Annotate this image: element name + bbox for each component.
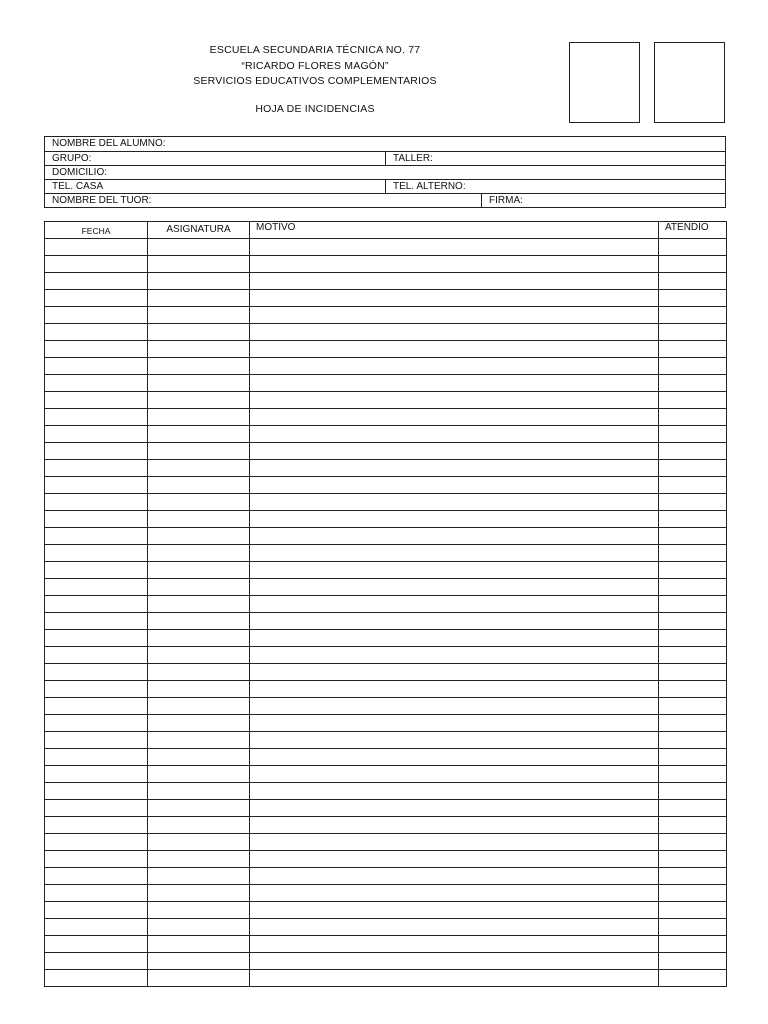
document-header [140, 43, 490, 117]
subject-cell[interactable] [148, 392, 250, 409]
subject-cell[interactable] [148, 290, 250, 307]
reason-cell[interactable] [250, 392, 659, 409]
date-cell[interactable] [45, 426, 148, 443]
attended-cell[interactable] [659, 392, 727, 409]
date-cell[interactable] [45, 613, 148, 630]
reason-cell[interactable] [250, 341, 659, 358]
table-row [45, 749, 727, 766]
subject-cell[interactable] [148, 596, 250, 613]
table-row [45, 919, 727, 936]
home-phone-field[interactable]: TEL. CASA [52, 181, 104, 192]
reason-cell[interactable] [250, 256, 659, 273]
attended-cell[interactable] [659, 443, 727, 460]
subject-cell[interactable] [148, 664, 250, 681]
reason-cell[interactable] [250, 681, 659, 698]
subject-cell[interactable] [148, 477, 250, 494]
table-row [45, 834, 727, 851]
date-cell[interactable] [45, 970, 148, 987]
date-cell[interactable] [45, 766, 148, 783]
reason-cell[interactable] [250, 664, 659, 681]
subject-cell[interactable] [148, 630, 250, 647]
table-row [45, 426, 727, 443]
reason-cell[interactable] [250, 647, 659, 664]
info-row [45, 179, 725, 193]
subject-cell[interactable] [148, 239, 250, 256]
date-cell[interactable] [45, 341, 148, 358]
attended-cell[interactable] [659, 256, 727, 273]
date-cell[interactable] [45, 715, 148, 732]
reason-cell[interactable] [250, 324, 659, 341]
info-row [45, 165, 725, 179]
table-row [45, 953, 727, 970]
subject-cell[interactable] [148, 545, 250, 562]
subject-cell[interactable] [148, 528, 250, 545]
table-row [45, 562, 727, 579]
attended-cell[interactable] [659, 766, 727, 783]
attended-cell[interactable] [659, 970, 727, 987]
table-row [45, 766, 727, 783]
table-row [45, 256, 727, 273]
info-row [45, 137, 725, 151]
date-cell[interactable] [45, 596, 148, 613]
reason-cell[interactable] [250, 409, 659, 426]
date-cell[interactable] [45, 562, 148, 579]
table-row [45, 443, 727, 460]
reason-cell[interactable] [250, 919, 659, 936]
attended-cell[interactable] [659, 851, 727, 868]
attended-cell[interactable] [659, 273, 727, 290]
subject-cell[interactable] [148, 375, 250, 392]
date-cell[interactable] [45, 358, 148, 375]
date-cell[interactable] [45, 256, 148, 273]
date-cell[interactable] [45, 783, 148, 800]
reason-cell[interactable] [250, 307, 659, 324]
table-row [45, 970, 727, 987]
reason-cell[interactable] [250, 477, 659, 494]
attended-cell[interactable] [659, 664, 727, 681]
attended-cell[interactable] [659, 409, 727, 426]
date-cell[interactable] [45, 681, 148, 698]
subject-cell[interactable] [148, 919, 250, 936]
subject-cell[interactable] [148, 426, 250, 443]
date-cell[interactable] [45, 732, 148, 749]
subject-cell[interactable] [148, 936, 250, 953]
date-cell[interactable] [45, 494, 148, 511]
date-cell[interactable] [45, 324, 148, 341]
reason-cell[interactable] [250, 970, 659, 987]
subject-cell[interactable] [148, 817, 250, 834]
attended-cell[interactable] [659, 902, 727, 919]
reason-cell[interactable] [250, 715, 659, 732]
reason-cell[interactable] [250, 783, 659, 800]
workshop-field[interactable]: TALLER: [385, 152, 725, 165]
table-row [45, 511, 727, 528]
date-cell[interactable] [45, 851, 148, 868]
subject-cell[interactable] [148, 341, 250, 358]
attended-cell[interactable] [659, 358, 727, 375]
attended-cell[interactable] [659, 936, 727, 953]
table-row [45, 341, 727, 358]
reason-cell[interactable] [250, 562, 659, 579]
subject-cell[interactable] [148, 579, 250, 596]
reason-cell[interactable] [250, 749, 659, 766]
attended-cell[interactable] [659, 545, 727, 562]
table-row [45, 358, 727, 375]
attended-cell[interactable] [659, 885, 727, 902]
table-row [45, 817, 727, 834]
student-name-field[interactable]: NOMBRE DEL ALUMNO: [52, 138, 166, 149]
attended-cell[interactable] [659, 817, 727, 834]
table-row [45, 647, 727, 664]
table-row [45, 545, 727, 562]
attended-cell[interactable] [659, 647, 727, 664]
reason-cell[interactable] [250, 698, 659, 715]
date-cell[interactable] [45, 800, 148, 817]
reason-cell[interactable] [250, 579, 659, 596]
reason-cell[interactable] [250, 851, 659, 868]
attended-cell[interactable] [659, 562, 727, 579]
subject-cell[interactable] [148, 715, 250, 732]
date-cell[interactable] [45, 868, 148, 885]
attended-cell[interactable] [659, 511, 727, 528]
subject-cell[interactable] [148, 647, 250, 664]
reason-cell[interactable] [250, 817, 659, 834]
table-row [45, 273, 727, 290]
subject-cell[interactable] [148, 885, 250, 902]
date-cell[interactable] [45, 511, 148, 528]
subject-cell[interactable] [148, 443, 250, 460]
date-cell[interactable] [45, 307, 148, 324]
table-row [45, 409, 727, 426]
address-field[interactable]: DOMICILIO: [52, 167, 108, 178]
table-row [45, 715, 727, 732]
attended-cell[interactable] [659, 732, 727, 749]
attended-cell[interactable] [659, 460, 727, 477]
document-title: HOJA DE INCIDENCIAS [255, 102, 375, 115]
department-name: SERVICIOS EDUCATIVOS COMPLEMENTARIOS [193, 75, 437, 87]
reason-cell[interactable] [250, 460, 659, 477]
date-cell[interactable] [45, 817, 148, 834]
reason-cell[interactable] [250, 511, 659, 528]
subject-cell[interactable] [148, 783, 250, 800]
table-row [45, 392, 727, 409]
reason-cell[interactable] [250, 800, 659, 817]
school-title: ESCUELA SECUNDARIA TÉCNICA NO. 77 [209, 44, 421, 56]
table-row [45, 528, 727, 545]
subject-cell[interactable] [148, 324, 250, 341]
date-cell[interactable] [45, 579, 148, 596]
date-cell[interactable] [45, 409, 148, 426]
reason-cell[interactable] [250, 834, 659, 851]
date-cell[interactable] [45, 749, 148, 766]
date-cell[interactable] [45, 443, 148, 460]
subject-cell[interactable] [148, 732, 250, 749]
table-row [45, 664, 727, 681]
tutor-name-field[interactable]: NOMBRE DEL TUOR: [52, 195, 152, 206]
table-row [45, 851, 727, 868]
date-cell[interactable] [45, 545, 148, 562]
reason-cell[interactable] [250, 953, 659, 970]
date-cell[interactable] [45, 392, 148, 409]
table-row [45, 936, 727, 953]
date-cell[interactable] [45, 375, 148, 392]
reason-cell[interactable] [250, 902, 659, 919]
date-cell[interactable] [45, 460, 148, 477]
table-row [45, 800, 727, 817]
table-row [45, 613, 727, 630]
school-name: “RICARDO FLORES MAGÓN” [241, 59, 389, 72]
table-row [45, 732, 727, 749]
table-row [45, 477, 727, 494]
reason-cell[interactable] [250, 273, 659, 290]
date-cell[interactable] [45, 902, 148, 919]
date-cell[interactable] [45, 477, 148, 494]
date-cell[interactable] [45, 290, 148, 307]
attended-cell[interactable] [659, 834, 727, 851]
column-header-attended: ATENDIÓ [659, 222, 727, 239]
table-row [45, 324, 727, 341]
attended-cell[interactable] [659, 783, 727, 800]
photo-box [569, 42, 640, 123]
date-cell[interactable] [45, 936, 148, 953]
subject-cell[interactable] [148, 766, 250, 783]
subject-cell[interactable] [148, 834, 250, 851]
table-row [45, 375, 727, 392]
reason-cell[interactable] [250, 596, 659, 613]
table-row [45, 239, 727, 256]
table-row [45, 290, 727, 307]
subject-cell[interactable] [148, 970, 250, 987]
reason-cell[interactable] [250, 528, 659, 545]
attended-cell[interactable] [659, 868, 727, 885]
subject-cell[interactable] [148, 613, 250, 630]
info-row [45, 151, 725, 165]
reason-cell[interactable] [250, 494, 659, 511]
reason-cell[interactable] [250, 545, 659, 562]
date-cell[interactable] [45, 664, 148, 681]
attended-cell[interactable] [659, 375, 727, 392]
subject-cell[interactable] [148, 851, 250, 868]
reason-cell[interactable] [250, 868, 659, 885]
date-cell[interactable] [45, 273, 148, 290]
photo-box [654, 42, 725, 123]
info-row [45, 193, 725, 207]
attended-cell[interactable] [659, 239, 727, 256]
subject-cell[interactable] [148, 460, 250, 477]
reason-cell[interactable] [250, 290, 659, 307]
attended-cell[interactable] [659, 749, 727, 766]
attended-cell[interactable] [659, 528, 727, 545]
date-cell[interactable] [45, 919, 148, 936]
date-cell[interactable] [45, 834, 148, 851]
attended-cell[interactable] [659, 290, 727, 307]
alt-phone-field[interactable]: TEL. ALTERNO: [385, 180, 725, 193]
table-row [45, 698, 727, 715]
table-row [45, 885, 727, 902]
reason-cell[interactable] [250, 426, 659, 443]
attended-cell[interactable] [659, 477, 727, 494]
date-cell[interactable] [45, 647, 148, 664]
reason-cell[interactable] [250, 358, 659, 375]
reason-cell[interactable] [250, 885, 659, 902]
reason-cell[interactable] [250, 375, 659, 392]
attended-cell[interactable] [659, 579, 727, 596]
table-row [45, 460, 727, 477]
table-row [45, 494, 727, 511]
subject-cell[interactable] [148, 494, 250, 511]
signature-field[interactable]: FIRMA: [481, 194, 725, 207]
attended-cell[interactable] [659, 698, 727, 715]
reason-cell[interactable] [250, 239, 659, 256]
reason-cell[interactable] [250, 732, 659, 749]
table-row [45, 868, 727, 885]
column-header-date: FECHA [45, 222, 148, 239]
reason-cell[interactable] [250, 936, 659, 953]
attended-cell[interactable] [659, 324, 727, 341]
subject-cell[interactable] [148, 511, 250, 528]
subject-cell[interactable] [148, 902, 250, 919]
column-header-subject: ASIGNATURA [148, 222, 250, 239]
subject-cell[interactable] [148, 749, 250, 766]
attended-cell[interactable] [659, 630, 727, 647]
attended-cell[interactable] [659, 681, 727, 698]
table-row [45, 783, 727, 800]
table-row [45, 579, 727, 596]
subject-cell[interactable] [148, 409, 250, 426]
table-header-row [45, 222, 727, 239]
subject-cell[interactable] [148, 307, 250, 324]
attended-cell[interactable] [659, 426, 727, 443]
subject-cell[interactable] [148, 868, 250, 885]
subject-cell[interactable] [148, 358, 250, 375]
subject-cell[interactable] [148, 681, 250, 698]
date-cell[interactable] [45, 953, 148, 970]
table-row [45, 596, 727, 613]
attended-cell[interactable] [659, 919, 727, 936]
subject-cell[interactable] [148, 800, 250, 817]
attended-cell[interactable] [659, 341, 727, 358]
attended-cell[interactable] [659, 613, 727, 630]
date-cell[interactable] [45, 698, 148, 715]
reason-cell[interactable] [250, 630, 659, 647]
group-field[interactable]: GRUPO: [52, 153, 92, 164]
subject-cell[interactable] [148, 562, 250, 579]
subject-cell[interactable] [148, 256, 250, 273]
date-cell[interactable] [45, 885, 148, 902]
subject-cell[interactable] [148, 953, 250, 970]
reason-cell[interactable] [250, 613, 659, 630]
attended-cell[interactable] [659, 494, 727, 511]
attended-cell[interactable] [659, 953, 727, 970]
column-header-reason: MOTIVO [250, 222, 659, 239]
attended-cell[interactable] [659, 800, 727, 817]
incident-table [44, 221, 727, 987]
date-cell[interactable] [45, 528, 148, 545]
attended-cell[interactable] [659, 715, 727, 732]
table-row [45, 307, 727, 324]
attended-cell[interactable] [659, 596, 727, 613]
subject-cell[interactable] [148, 698, 250, 715]
table-row [45, 681, 727, 698]
table-row [45, 630, 727, 647]
table-row [45, 902, 727, 919]
reason-cell[interactable] [250, 766, 659, 783]
date-cell[interactable] [45, 239, 148, 256]
reason-cell[interactable] [250, 443, 659, 460]
date-cell[interactable] [45, 630, 148, 647]
table-body [45, 239, 727, 987]
subject-cell[interactable] [148, 273, 250, 290]
attended-cell[interactable] [659, 307, 727, 324]
student-info-form [44, 136, 726, 208]
